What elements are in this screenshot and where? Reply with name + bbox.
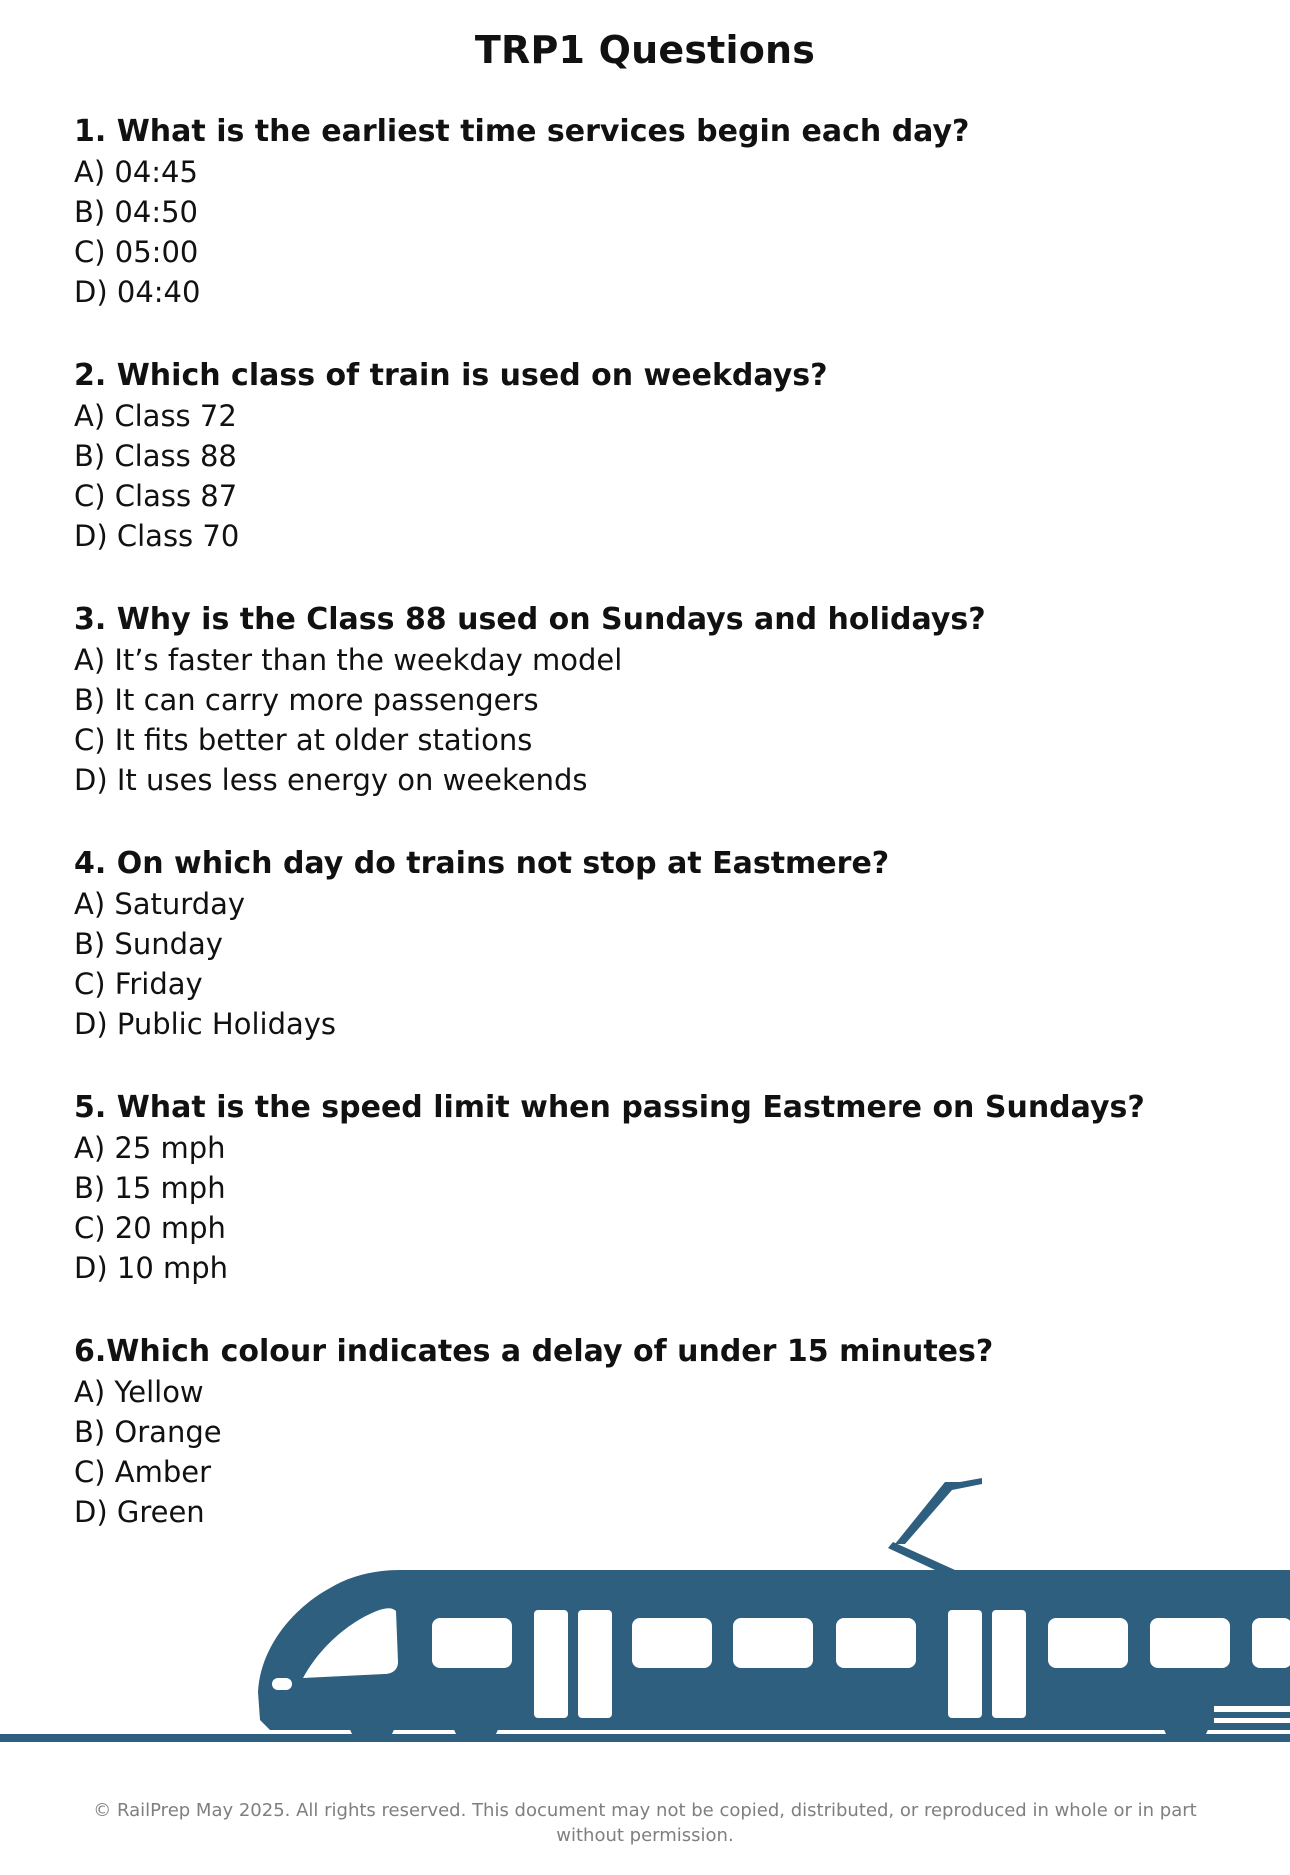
answer-option-c: C) Amber: [74, 1455, 212, 1489]
answer-option-c: C) 05:00: [74, 235, 199, 269]
copyright-footer: [80, 1798, 1210, 1848]
question-2: [74, 356, 1224, 600]
answer-option-d: D) 10 mph: [74, 1251, 229, 1285]
train-illustration: [0, 1470, 1290, 1770]
train-icon: [0, 1470, 1290, 1770]
answer-option-d: D) It uses less energy on weekends: [74, 763, 588, 797]
answer-option-a: A) Saturday: [74, 887, 246, 921]
answer-option-b: B) Orange: [74, 1415, 222, 1449]
answer-option-a: A) 25 mph: [74, 1131, 226, 1165]
question-text: 6.Which colour indicates a delay of under 15 minutes?: [74, 1334, 994, 1369]
question-text: 3. Why is the Class 88 used on Sundays and holidays?: [74, 602, 986, 637]
question-1: [74, 112, 1224, 356]
answer-option-b: B) 04:50: [74, 195, 199, 229]
footer-line-1: © RailPrep May 2025. All rights reserved. This document may not be copied, distributed, or reproduced in whole or in part: [93, 1800, 1197, 1821]
answer-option-b: B) It can carry more passengers: [74, 683, 539, 717]
footer-line-2: without permission.: [556, 1825, 734, 1846]
answer-option-c: C) Class 87: [74, 479, 238, 513]
question-5: [74, 1088, 1224, 1332]
question-3: [74, 600, 1224, 844]
answer-option-b: B) 15 mph: [74, 1171, 226, 1205]
question-list: [74, 112, 1224, 1576]
answer-option-d: D) Class 70: [74, 519, 240, 553]
answer-option-d: D) 04:40: [74, 275, 201, 309]
question-text: 4. On which day do trains not stop at Eastmere?: [74, 846, 890, 881]
answer-option-c: C) Friday: [74, 967, 203, 1001]
question-text: 2. Which class of train is used on weekdays?: [74, 358, 828, 393]
answer-option-b: B) Class 88: [74, 439, 237, 473]
answer-option-d: D) Public Holidays: [74, 1007, 337, 1041]
answer-option-b: B) Sunday: [74, 927, 223, 961]
answer-option-c: C) It fits better at older stations: [74, 723, 533, 757]
question-4: [74, 844, 1224, 1088]
question-text: 1. What is the earliest time services begin each day?: [74, 114, 970, 149]
question-text: 5. What is the speed limit when passing Eastmere on Sundays?: [74, 1090, 1145, 1125]
answer-option-a: A) Class 72: [74, 399, 237, 433]
answer-option-a: A) 04:45: [74, 155, 198, 189]
answer-option-c: C) 20 mph: [74, 1211, 226, 1245]
answer-option-a: A) It’s faster than the weekday model: [74, 643, 623, 677]
answer-option-d: D) Green: [74, 1495, 205, 1529]
page-title: TRP1 Questions: [474, 28, 816, 72]
answer-option-a: A) Yellow: [74, 1375, 204, 1409]
